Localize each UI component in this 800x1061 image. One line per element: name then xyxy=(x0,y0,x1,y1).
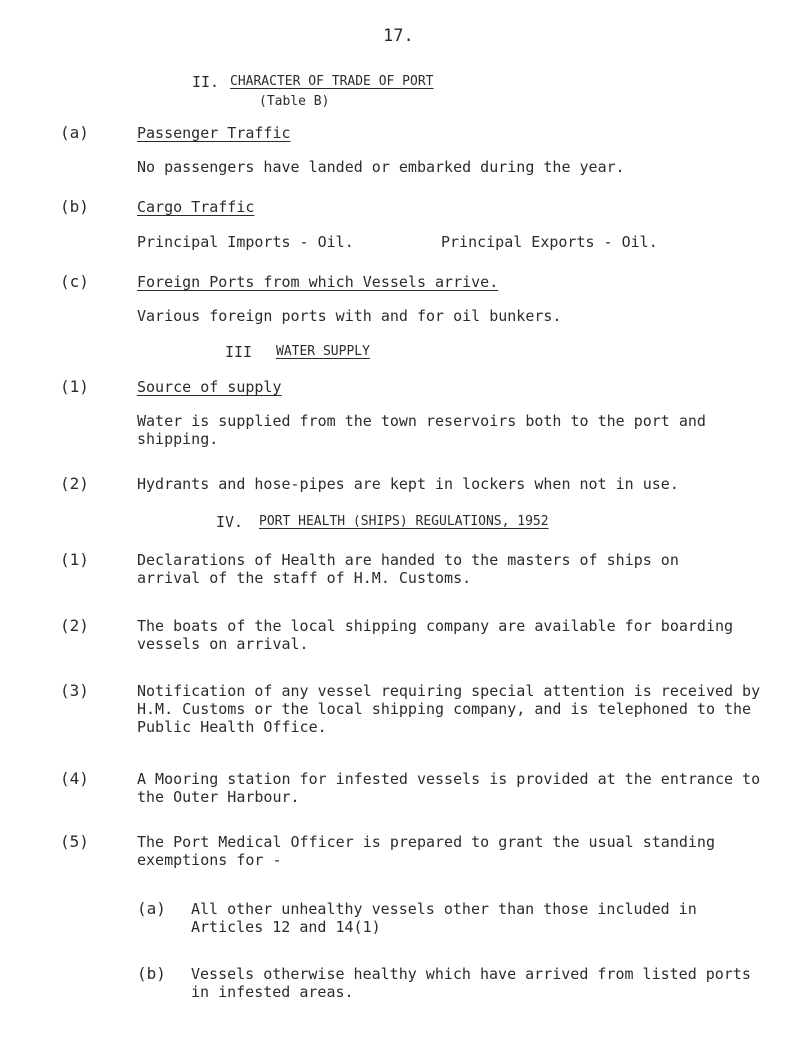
item-body: Water is supplied from the town reservoirs both to the port and shipping. xyxy=(137,412,706,448)
item-marker: (4) xyxy=(60,769,89,788)
item-heading: Source of supply xyxy=(137,378,282,396)
subitem-body: Vessels otherwise healthy which have arrived from listed ports in infested areas. xyxy=(191,965,751,1001)
subitem-marker: (a) xyxy=(137,899,166,918)
section-3-title: WATER SUPPLY xyxy=(276,344,370,359)
section-2-title: CHARACTER OF TRADE OF PORT xyxy=(230,74,434,89)
item-marker: (b) xyxy=(60,197,89,216)
item-marker: (2) xyxy=(60,616,89,635)
item-body: The boats of the local shipping company are available for boarding vessels on arrival. xyxy=(137,617,734,653)
item-marker: (3) xyxy=(60,681,89,700)
subitem-marker: (b) xyxy=(137,964,166,983)
item-marker: (5) xyxy=(60,832,89,851)
subitem-body: All other unhealthy vessels other than those included in Articles 12 and 14(1) xyxy=(191,900,697,936)
item-body: Hydrants and hose-pipes are kept in lockers when not in use. xyxy=(137,475,679,493)
item-marker: (2) xyxy=(60,474,89,493)
item-marker: (1) xyxy=(60,377,89,396)
page-number: 17. xyxy=(383,26,414,46)
item-marker: (1) xyxy=(60,550,89,569)
item-heading: Cargo Traffic xyxy=(137,198,255,216)
item-marker: (a) xyxy=(60,123,89,142)
item-heading: Foreign Ports from which Vessels arrive. xyxy=(137,273,499,291)
principal-imports: Principal Imports - Oil. xyxy=(137,233,354,251)
item-heading: Passenger Traffic xyxy=(137,124,291,142)
section-4-title: PORT HEALTH (SHIPS) REGULATIONS, 1952 xyxy=(259,514,549,529)
item-body: A Mooring station for infested vessels is provided at the entrance to the Outer Harbour. xyxy=(137,770,761,806)
item-body: Notification of any vessel requiring special attention is received by H.M. Customs or the local shipping company, and is telephoned to the Public Health Office. xyxy=(137,682,761,736)
item-body: Various foreign ports with and for oil bunkers. xyxy=(137,307,562,325)
item-body: No passengers have landed or embarked during the year. xyxy=(137,158,625,176)
section-4-numeral: IV. xyxy=(216,513,244,531)
item-body: The Port Medical Officer is prepared to grant the usual standing exemptions for - xyxy=(137,833,715,869)
section-2-numeral: II. xyxy=(192,73,220,91)
item-marker: (c) xyxy=(60,272,89,291)
section-3-numeral: III xyxy=(225,343,253,361)
principal-exports: Principal Exports - Oil. xyxy=(441,233,658,251)
item-body: Declarations of Health are handed to the masters of ships on arrival of the staff of H.M. Customs. xyxy=(137,551,679,587)
section-2-subtitle: (Table B) xyxy=(259,94,330,109)
